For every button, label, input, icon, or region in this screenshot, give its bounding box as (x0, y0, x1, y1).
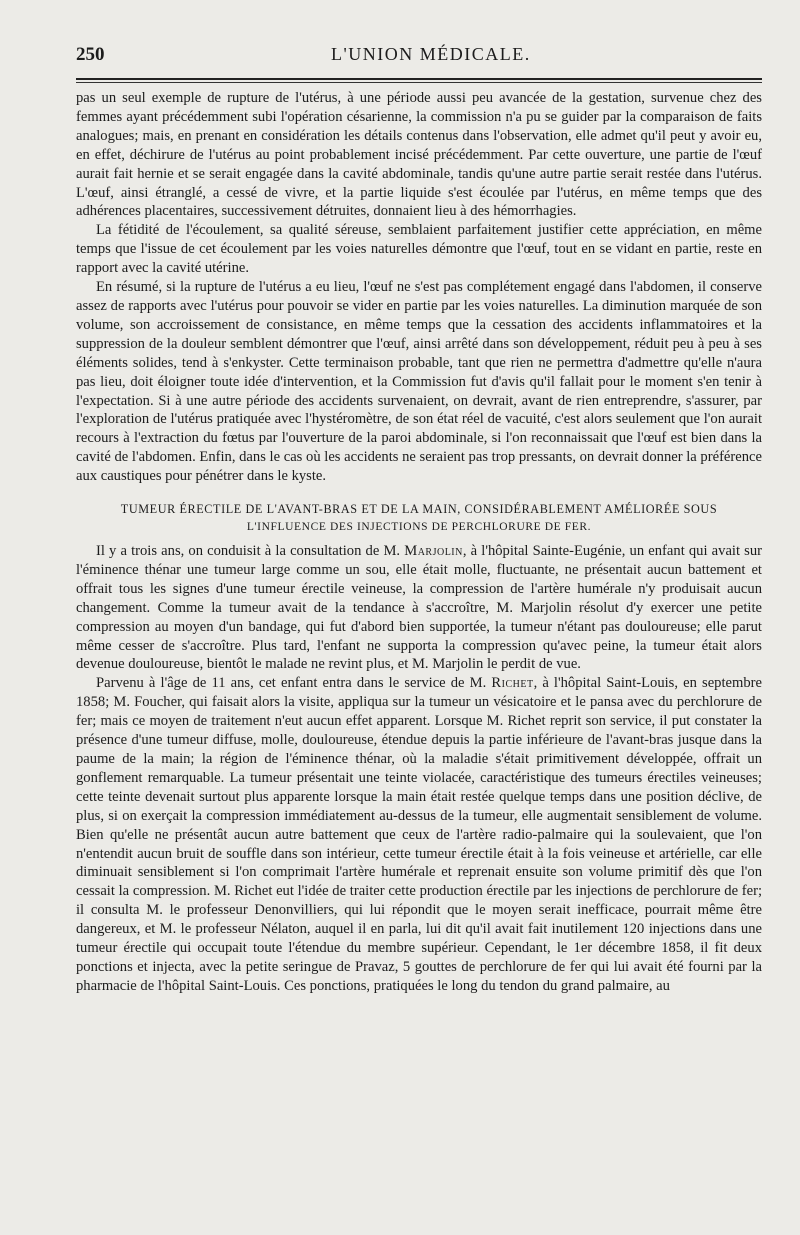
section-heading (76, 500, 762, 536)
paragraph (76, 674, 762, 995)
header-rule (76, 78, 762, 83)
page-header (76, 44, 762, 74)
paragraph-text: Il y a trois ans, on conduisit à la consultation de M. (96, 543, 405, 560)
section-heading-line: L'INFLUENCE DES INJECTIONS DE PERCHLORURE DE FER. (246, 521, 592, 534)
person-name: Marjolin (404, 543, 463, 560)
paragraph-text: Parvenu à l'âge de 11 ans, cet enfant entra dans le service de M. (96, 675, 492, 692)
running-title: L'UNION MÉDICALE. (331, 44, 531, 64)
article-body (76, 89, 762, 996)
page-number: 250 (76, 44, 105, 65)
paragraph: En résumé, si la rupture de l'utérus a eu lieu, l'œuf ne s'est pas complétement engagé dans l'abdomen, il conserve assez de rapports avec l'utérus pour pouvoir se vider en partie par les voies naturelles. La diminution marquée de son volume, son accroissement de consistance, en même temps que la cessation des accidents inflammatoires et la suppression de la douleur semblent démontrer que l'œuf, ainsi arrêté dans son développement, réduit peu à peu à ses éléments solides, tend à s'enkyster. Cette terminaison probable, tant que rien ne permettra d'admettre qu'elle n'aura pas lieu, doit éloigner toute idée d'intervention, et la Commission fut d'avis qu'il fallait pour le moment s'en tenir à l'expectation. Si à une autre période des accidents survenaient, on devrait, avant de rien entreprendre, s'assurer, par l'exploration de l'utérus pratiquée avec l'hystéromètre, de son état réel de vacuité, c'est alors seulement que l'on aurait recours à l'extraction du fœtus par l'ouverture de la paroi abdominale, si l'on reconnaissait que l'œuf est bien dans la cavité de l'abdomen. Enfin, dans le cas où les accidents ne seraient pas trop pressants, on devrait donner la préférence aux caustiques pour pénétrer dans le kyste. (76, 279, 762, 485)
paragraph: La fétidité de l'écoulement, sa qualité séreuse, semblaient parfaitement justifier cette appréciation, en même temps que l'issue de cet écoulement par les voies naturelles démontre que l'œuf, tout en se vidant en partie, reste en rapport avec la cavité utérine. (76, 222, 762, 277)
paragraph (76, 542, 762, 674)
paragraph-text: , à l'hôpital Sainte-Eugénie, un enfant qui avait sur l'éminence thénar une tumeur large comme un sou, elle était molle, fluctuante, ne présentait aucun battement et offrait tous les signes d'une tumeur érectile veineuse, la compression de l'artère humérale n'y produisait aucun changement. Comme la tumeur avait de la tendance à s'accroître, M. Marjolin résolut d'y exercer une petite compression au moyen d'un bandage, qui fut d'abord bien supportée, la tumeur n'étant pas douloureuse; elle parut même cesser de s'accroître. Plus tard, l'enfant ne supporta la compression qu'avec peine, la tumeur était alors devenue douloureuse, bientôt le malade ne revint plus, et M. Marjolin le perdit de vue. (76, 543, 763, 673)
person-name: Richet (491, 675, 534, 692)
section-heading-line: TUMEUR ÉRECTILE DE L'AVANT-BRAS ET DE LA MAIN, CONSIDÉRABLEMENT AMÉLIORÉE SOUS (120, 502, 718, 517)
paragraph-text: , à l'hôpital Saint-Louis, en septembre 1858; M. Foucher, qui faisait alors la visite, appliqua sur la tumeur un vésicatoire et le pansa avec du perchlorure de fer; mais ce moyen de traitement n'eut aucun effet apparent. Lorsque M. Richet reprit son service, il put constater la présence d'une tumeur diffuse, molle, douloureuse, étendue depuis la partie inférieure de l'avant-bras jusque dans la paume de la main; la région de l'éminence thénar, où la maladie s'était primitivement développée, offrait un gonflement remarquable. La tumeur présentait une teinte violacée, caractéristique des tumeurs érectiles veineuses; cette teinte devenait surtout plus apparente lorsque la main était restée quelque temps dans une position déclive, de plus, si on exerçait la compression immédiatement au-dessus de la tumeur, elle augmentait sensiblement de volume. Bien qu'elle ne présentât aucun autre battement que ceux de l'artère radio-palmaire qui la soulevaient, que l'on n'entendit aucun bruit de souffle dans son intérieur, cette tumeur érectile était à la fois veineuse et artérielle, car elle diminuait sensiblement si l'on comprimait l'artère humérale et reprenait ensuite son volume primitif dès que l'on cessait la compression. M. Richet eut l'idée de traiter cette production érectile par les injections de perchlorure de fer; il consulta M. le professeur Denonvilliers, qui lui répondit que le moyen serait inefficace, pourrait même être dangereux, et M. le professeur Nélaton, auquel il en parla, lui dit qu'il avait fait inutilement 120 injections dans une tumeur érectile qui occupait toute l'étendue du membre supérieur. Cependant, le 1er décembre 1858, il fit deux ponctions et injecta, avec la petite seringue de Pravaz, 5 gouttes de perchlorure de fer qui lui avait été fourni par la pharmacie de l'hôpital Saint-Louis. Ces ponctions, pratiquées le long du tendon du grand palmaire, au (76, 675, 762, 994)
paragraph: pas un seul exemple de rupture de l'utérus, à une période aussi peu avancée de la gestation, survenue chez des femmes ayant précédemment subi l'opération césarienne, la commission n'a pu se guider par la comparaison de faits analogues; mais, en prenant en considération les détails contenus dans l'observation, elle admet qu'il peut y avoir eu, en effet, déchirure de l'utérus au point probablement incisé précédemment. Par cette ouverture, une partie de l'œuf aurait fait hernie et se serait engagée dans la cavité abdominale, tandis qu'une autre partie serait restée dans l'utérus. L'œuf, ainsi étranglé, a cessé de vivre, et la partie liquide s'est écoulée par l'utérus, en même temps que des adhérences placentaires, successivement détruites, donnaient lieu à des hémorrhagies. (76, 90, 762, 220)
